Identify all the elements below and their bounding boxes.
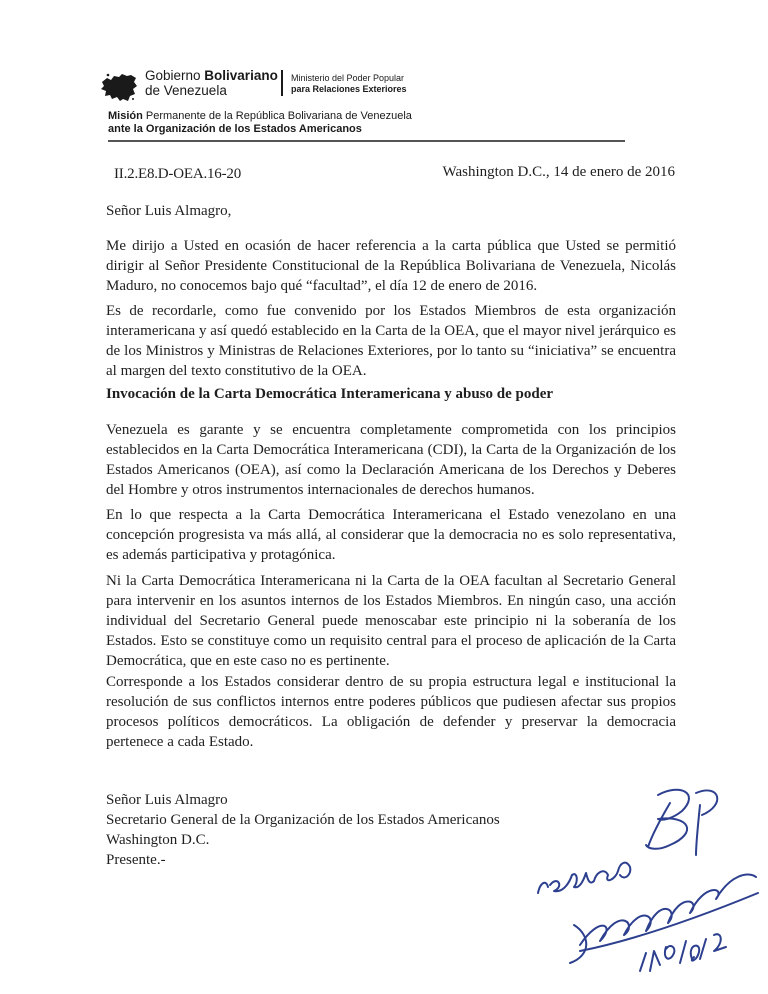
handwritten-receipt-stamp — [520, 775, 768, 990]
recibido-script — [538, 863, 630, 893]
mission-line2: ante la Organización de los Estados Americanos — [108, 122, 362, 135]
gov-line2: de Venezuela — [145, 83, 227, 98]
government-name — [145, 68, 278, 98]
mission-line1: Permanente de la República Bolivariana de Venezuela — [142, 110, 412, 122]
paragraph-5: Ni la Carta Democrática Interamericana ni la Carta de la OEA facultan al Secretario General para intervenir en los asuntos internos de los Estados Miembros. En ningún caso, una acción individual del Secretario General puede menoscabar este principio ni la soberanía de los Estados. Esto se constituye como un requisito central para el proceso de aplicación de la Carta Democrática, que en este caso no es pertinente. — [106, 573, 676, 669]
signature-scrawl — [580, 875, 758, 951]
date-script — [640, 934, 726, 971]
mission-name — [108, 110, 412, 135]
ministry-line2: para Relaciones Exteriores — [291, 84, 407, 94]
letter-date: Washington D.C., 14 de enero de 2016 — [442, 164, 675, 180]
paragraph-6: Corresponde a los Estados considerar dentro de su propia estructura legal e institucional la resolución de sus conflictos internos entre poderes públicos que pudiesen afectar sus propios procesos políticos democráticos. La obligación de defender y preservar la democracia pertenece a cada Estado. — [106, 674, 676, 750]
letterhead-divider — [281, 70, 283, 96]
venezuela-map-logo-icon — [100, 72, 138, 102]
addressee-presente: Presente.- — [106, 852, 166, 868]
paragraph-1: Me dirijo a Usted en ocasión de hacer referencia a la carta pública que Usted se permitió dirigir al Señor Presidente Constitucional de la República Bolivariana de Venezuela, Nicolás Maduro, no conocemos bajo qué “facultad”, el día 12 de enero de 2016. — [106, 238, 676, 294]
reference-number: II.2.E8.D-OEA.16-20 — [114, 166, 242, 182]
paragraph-4: En lo que respecta a la Carta Democrática Interamericana el Estado venezolano en una concepción progresista va más allá, al considerar que la democracia no es solo representativa, es además participativa y protagónica. — [106, 507, 676, 563]
addressee-title: Secretario General de la Organización de los Estados Americanos — [106, 812, 500, 828]
addressee-block — [106, 790, 500, 870]
section-heading: Invocación de la Carta Democrática Interamericana y abuso de poder — [106, 386, 554, 402]
gov-line1-a: Gobierno — [145, 68, 205, 83]
paragraph-3: Venezuela es garante y se encuentra completamente comprometida con los principios establecidos en la Carta Democrática Interamericana (CDI), la Carta de la Organización de los Estados Americanos (OEA), así como la Declaración Americana de los Derechos y Deberes del Hombre y otros instrumentos internacionales de derechos humanos. — [106, 422, 676, 498]
gov-line1-b: Bolivariano — [204, 68, 278, 83]
ministry-name — [291, 73, 407, 95]
header-rule — [108, 140, 625, 142]
initials-mark — [646, 790, 717, 855]
addressee-name: Señor Luis Almagro — [106, 792, 228, 808]
ministry-line1: Ministerio del Poder Popular — [291, 73, 405, 83]
mission-bold: Misión — [108, 110, 143, 122]
salutation: Señor Luis Almagro, — [106, 203, 232, 219]
addressee-city: Washington D.C. — [106, 832, 210, 848]
paragraph-2: Es de recordarle, como fue convenido por los Estados Miembros de esta organización interamericana y así quedó establecido en la Carta de la OEA, que el mayor nivel jerárquico es de los Ministros y Ministras de Relaciones Exteriores, por lo tanto su “iniciativa” se encuentra al margen del texto constitutivo de la OEA. — [106, 303, 676, 379]
